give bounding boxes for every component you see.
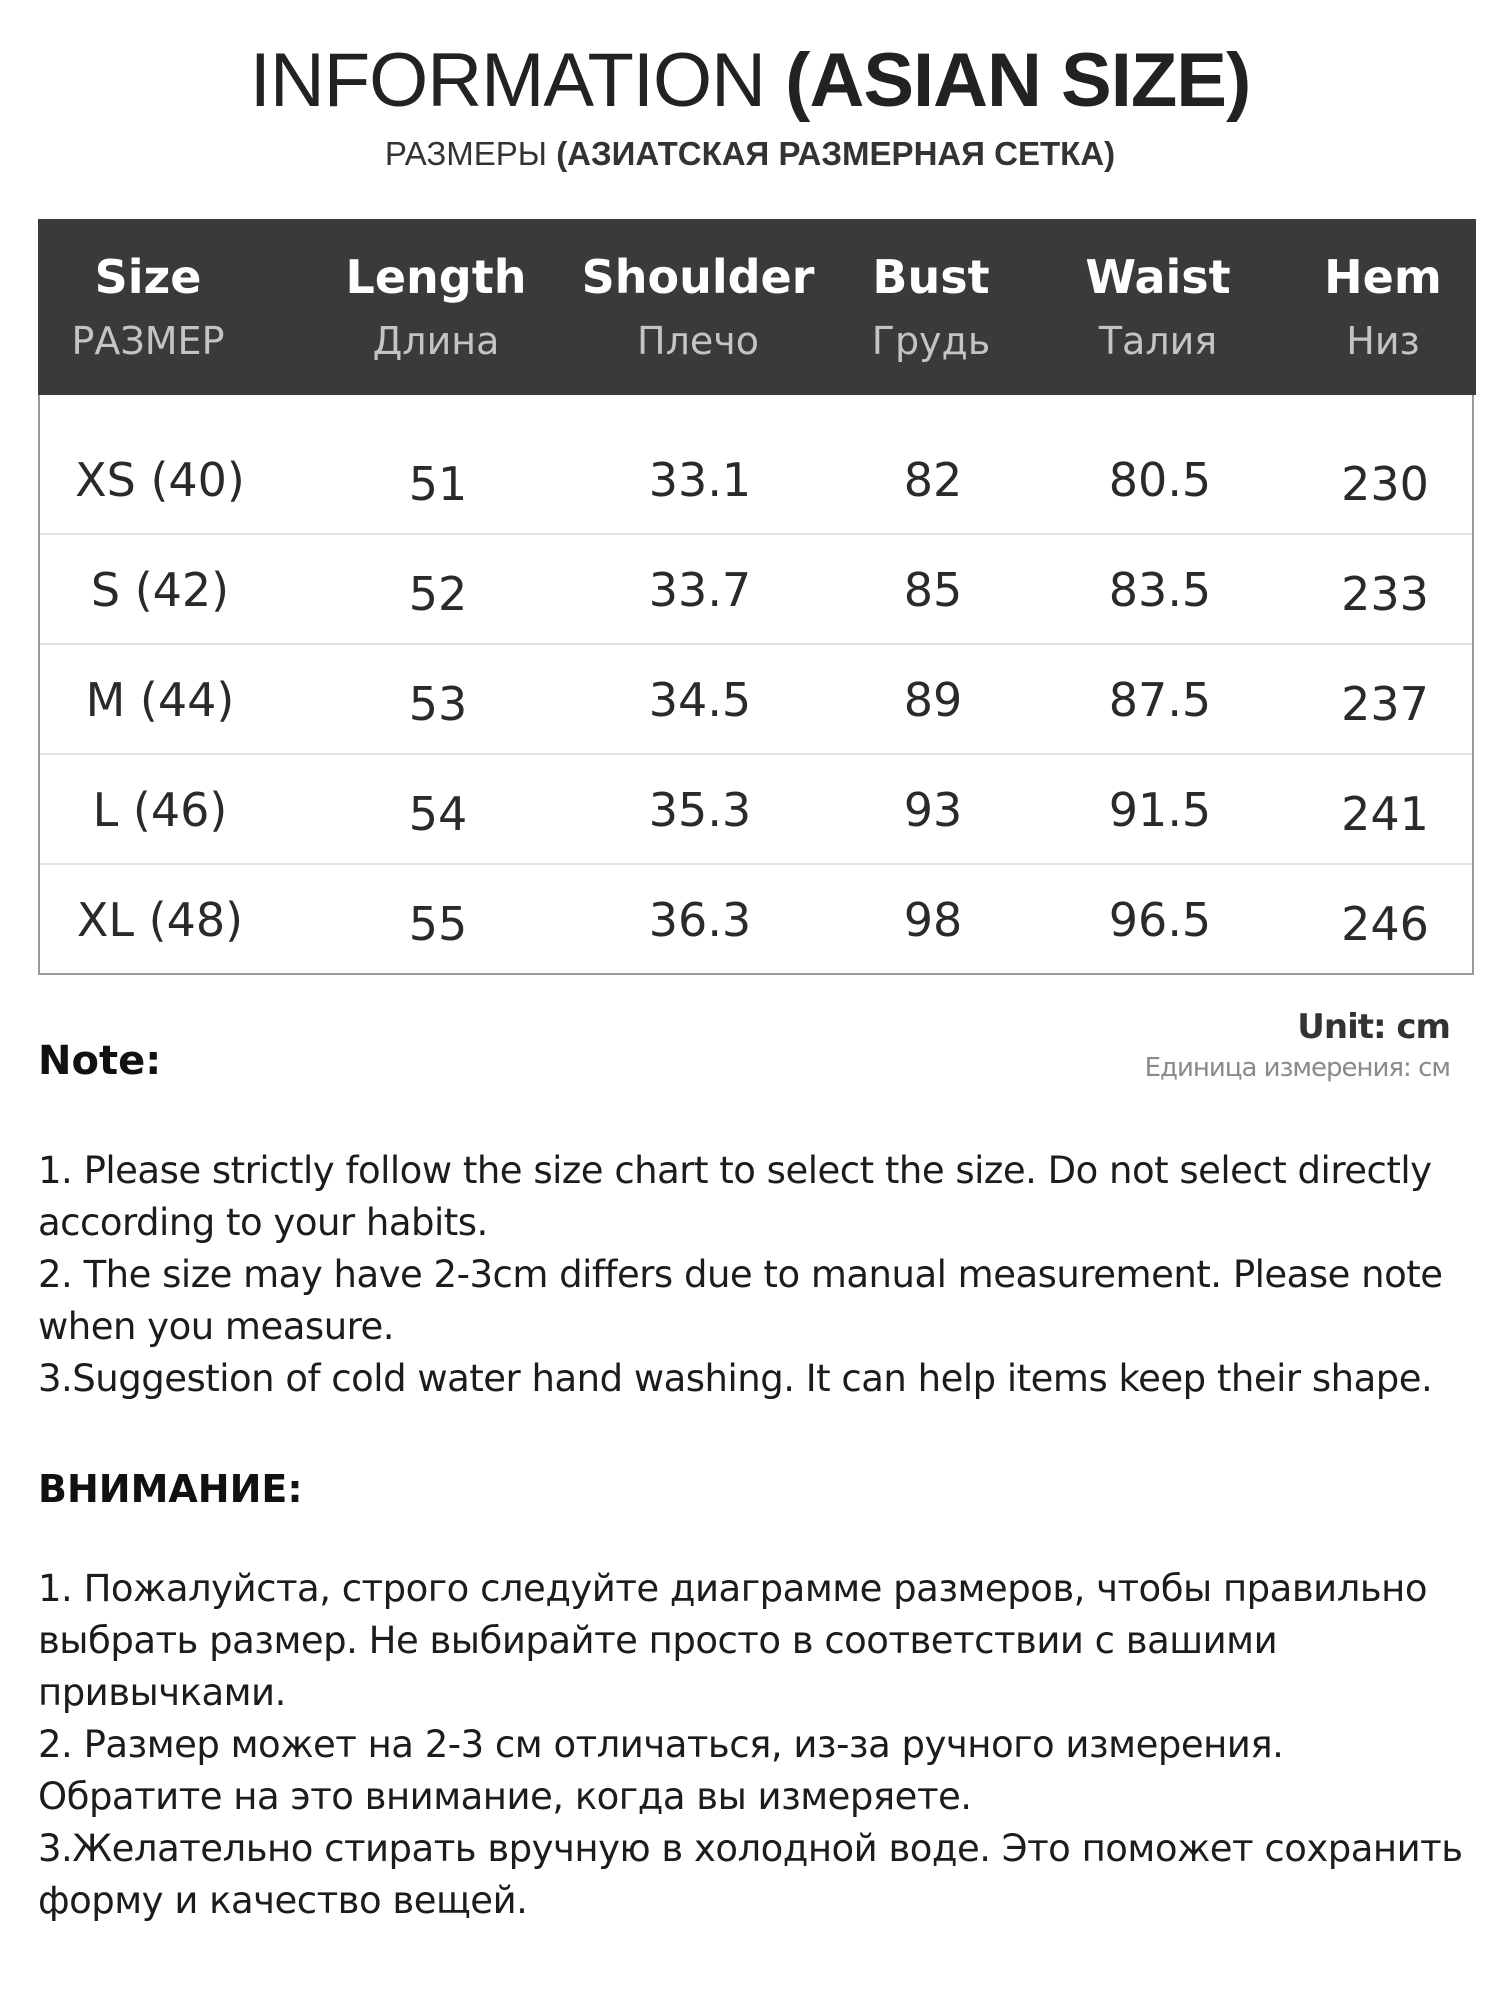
table-header [38, 219, 1476, 395]
cell-bust: 82 [903, 453, 963, 507]
column-header-ru: Длина [372, 319, 500, 363]
column-header-bust [811, 219, 1051, 395]
cell-waist: 87.5 [1108, 673, 1212, 727]
cell-length: 51 [408, 457, 468, 511]
column-header-size [38, 219, 258, 395]
size-table [38, 219, 1474, 975]
column-header-shoulder [548, 219, 848, 395]
unit-en: Unit: cm [1297, 1007, 1450, 1047]
note-item: 1. Please strictly follow the size chart to select the size. Do not select directly according to your habits. [38, 1149, 1432, 1244]
table-row [40, 865, 1472, 975]
cell-shoulder: 33.7 [648, 563, 752, 617]
note-ru-item: 1. Пожалуйста, строго следуйте диаграмме размеров, чтобы правильно выбрать размер. Не выбирайте просто в соответствии с вашими привычками. [38, 1567, 1427, 1714]
cell-waist: 96.5 [1108, 893, 1212, 947]
cell-length: 53 [408, 677, 468, 731]
column-header-en: Hem [1324, 250, 1442, 304]
column-header-ru: Талия [1098, 319, 1218, 363]
cell-size: XS (40) [75, 453, 245, 507]
column-header-en: Waist [1085, 250, 1231, 304]
note-ru-item: 2. Размер может на 2-3 см отличаться, из-за ручного измерения. Обратите на это внимание, когда вы измеряете. [38, 1723, 1284, 1818]
unit-ru: Единица измерения: см [1144, 1053, 1450, 1083]
cell-size: M (44) [85, 673, 235, 727]
cell-length: 55 [408, 897, 468, 951]
note-item: 3.Suggestion of cold water hand washing. It can help items keep their shape. [38, 1357, 1433, 1400]
page-title [0, 36, 1500, 126]
cell-bust: 98 [903, 893, 963, 947]
table-row [40, 535, 1472, 645]
note-heading: Note: [38, 1038, 162, 1084]
subtitle-bold: (АЗИАТСКАЯ РАЗМЕРНАЯ СЕТКА) [556, 135, 1116, 172]
cell-shoulder: 33.1 [648, 453, 752, 507]
column-header-en: Size [94, 250, 202, 304]
table-row [40, 425, 1472, 535]
column-header-hem [1248, 219, 1500, 395]
cell-shoulder: 34.5 [648, 673, 752, 727]
cell-size: XL (48) [76, 893, 244, 947]
column-header-ru: РАЗМЕР [71, 319, 225, 363]
cell-shoulder: 36.3 [648, 893, 752, 947]
cell-waist: 83.5 [1108, 563, 1212, 617]
cell-hem: 230 [1341, 457, 1429, 511]
cell-length: 54 [408, 787, 468, 841]
unit-label [1145, 1004, 1450, 1086]
cell-hem: 233 [1341, 567, 1429, 621]
column-header-length [286, 219, 586, 395]
note-list [38, 1145, 1468, 1405]
page-subtitle [0, 134, 1500, 174]
cell-waist: 80.5 [1108, 453, 1212, 507]
column-header-ru: Низ [1346, 319, 1420, 363]
column-header-ru: Плечо [637, 319, 759, 363]
cell-hem: 237 [1341, 677, 1429, 731]
cell-waist: 91.5 [1108, 783, 1212, 837]
cell-shoulder: 35.3 [648, 783, 752, 837]
column-header-en: Shoulder [581, 250, 815, 304]
column-header-ru: Грудь [871, 319, 991, 363]
cell-hem: 246 [1341, 897, 1429, 951]
column-header-en: Bust [872, 250, 990, 304]
cell-length: 52 [408, 567, 468, 621]
cell-hem: 241 [1341, 787, 1429, 841]
subtitle-regular: РАЗМЕРЫ [384, 135, 548, 172]
note-ru-heading: ВНИМАНИЕ: [38, 1467, 303, 1511]
cell-bust: 93 [903, 783, 963, 837]
table-row [40, 645, 1472, 755]
note-item: 2. The size may have 2-3cm differs due to manual measurement. Please note when you measure. [38, 1253, 1443, 1348]
note-ru-item: 3.Желательно стирать вручную в холодной воде. Это поможет сохранить форму и качество вещей. [38, 1827, 1463, 1922]
cell-bust: 89 [903, 673, 963, 727]
column-header-en: Length [345, 250, 527, 304]
note-ru-list [38, 1563, 1468, 1927]
table-row [40, 755, 1472, 865]
cell-size: L (46) [92, 783, 228, 837]
cell-bust: 85 [903, 563, 963, 617]
title-regular: INFORMATION [249, 38, 766, 123]
cell-size: S (42) [90, 563, 230, 617]
title-bold: (ASIAN SIZE) [785, 38, 1251, 123]
